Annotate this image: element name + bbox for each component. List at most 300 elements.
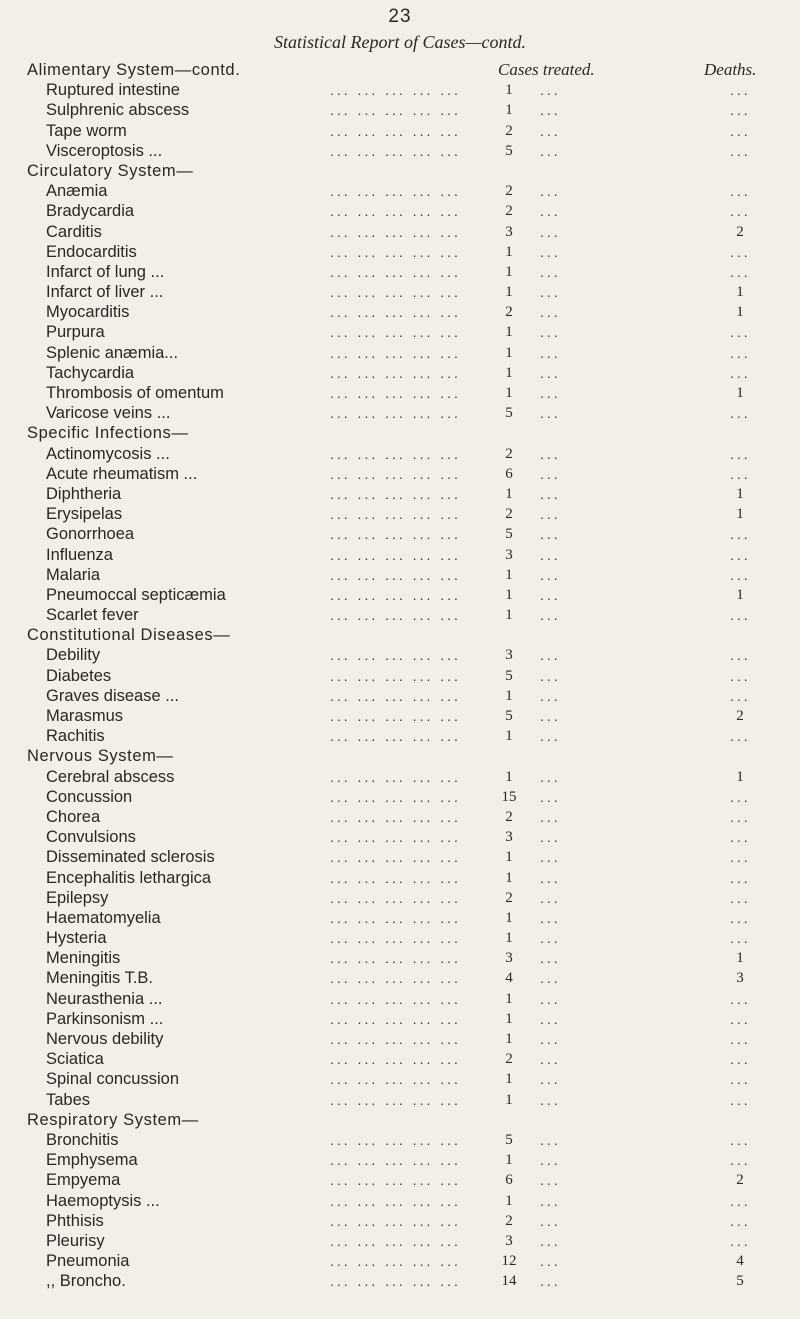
deaths-value: 1	[736, 506, 744, 523]
cases-treated-value: 1	[505, 263, 513, 280]
table-row	[0, 444, 800, 464]
condition-label: Pleurisy	[46, 1231, 105, 1250]
table-row	[0, 767, 800, 787]
cases-treated-value: 1	[505, 82, 513, 99]
leader-dots: ...	[730, 465, 751, 482]
leader-dots: ...	[540, 808, 561, 825]
statistics-table	[0, 60, 800, 1291]
section-heading: Circulatory System—	[27, 161, 194, 180]
condition-label: Purpura	[46, 323, 105, 342]
leader-dots: ...	[540, 566, 561, 583]
condition-label: Rachitis	[46, 727, 105, 746]
condition-label: Infarct of liver ...	[46, 283, 164, 302]
leader-dots: ...	[730, 808, 751, 825]
leader-dots: ...	[730, 607, 751, 624]
table-row	[0, 1069, 800, 1089]
table-row	[0, 928, 800, 948]
condition-label: Phthisis	[46, 1211, 104, 1230]
cases-treated-value: 6	[505, 1172, 513, 1189]
cases-treated-value: 1	[505, 385, 513, 401]
cases-treated-value: 5	[505, 667, 513, 684]
deaths-value: 1	[736, 950, 744, 967]
leader-dots: ...	[730, 1031, 751, 1047]
section-heading: Constitutional Diseases—	[27, 626, 231, 645]
leader-dots: ... ... ... ... ...	[330, 344, 461, 361]
deaths-value: 3	[736, 970, 744, 987]
section-heading: Nervous System—	[27, 747, 174, 766]
leader-dots: ... ... ... ... ...	[330, 243, 461, 260]
condition-label: Sciatica	[46, 1050, 104, 1069]
leader-dots: ...	[730, 647, 751, 664]
condition-label: Diphtheria	[46, 484, 122, 503]
leader-dots: ...	[540, 728, 561, 745]
leader-dots: ... ... ... ... ...	[330, 566, 461, 583]
leader-dots: ...	[730, 364, 751, 381]
leader-dots: ...	[540, 284, 561, 301]
leader-dots: ... ... ... ... ...	[330, 1091, 461, 1108]
cases-treated-value: 1	[505, 930, 513, 947]
cases-treated-value: 1	[505, 990, 513, 1007]
deaths-value: 1	[736, 284, 744, 301]
cases-treated-value: 1	[505, 1152, 513, 1169]
condition-label: Tabes	[46, 1090, 91, 1109]
table-row	[0, 504, 800, 524]
condition-label: Endocarditis	[46, 242, 137, 261]
table-row	[0, 1231, 800, 1251]
leader-dots: ...	[730, 889, 751, 906]
leader-dots: ... ... ... ... ...	[330, 889, 461, 906]
condition-label: Gonorrhoea	[46, 525, 135, 544]
condition-label: Meningitis	[46, 949, 121, 968]
leader-dots: ... ... ... ... ...	[330, 1031, 461, 1047]
leader-dots: ... ... ... ... ...	[330, 1253, 461, 1270]
leader-dots: ...	[540, 1273, 561, 1290]
leader-dots: ... ... ... ... ...	[330, 667, 461, 684]
condition-label: Parkinsonism ...	[46, 1009, 164, 1028]
leader-dots: ...	[730, 1131, 751, 1148]
condition-label: Visceroptosis ...	[46, 141, 163, 160]
cases-treated-value: 5	[505, 1131, 513, 1148]
cases-treated-value: 15	[501, 788, 517, 805]
leader-dots: ...	[540, 1253, 561, 1270]
leader-dots: ... ... ... ... ...	[330, 1051, 461, 1068]
cases-treated-value: 3	[505, 829, 513, 846]
condition-label: Epilepsy	[46, 888, 109, 907]
leader-dots: ... ... ... ... ...	[330, 304, 461, 321]
leader-dots: ...	[730, 667, 751, 684]
cases-treated-value: 1	[505, 284, 513, 301]
cases-treated-value: 1	[505, 364, 513, 381]
section-heading-row	[0, 1110, 800, 1130]
leader-dots: ...	[540, 930, 561, 947]
leader-dots: ...	[540, 869, 561, 886]
leader-dots: ...	[540, 607, 561, 624]
leader-dots: ... ... ... ... ...	[330, 102, 461, 119]
leader-dots: ...	[540, 385, 561, 401]
table-row	[0, 242, 800, 262]
cases-treated-value: 1	[505, 687, 513, 704]
table-row	[0, 686, 800, 706]
leader-dots: ... ... ... ... ...	[330, 708, 461, 724]
cases-treated-value: 2	[505, 183, 513, 200]
leader-dots: ...	[730, 142, 751, 159]
leader-dots: ... ... ... ... ...	[330, 909, 461, 926]
leader-dots: ... ... ... ... ...	[330, 607, 461, 624]
leader-dots: ... ... ... ... ...	[330, 808, 461, 825]
condition-label: Bronchitis	[46, 1130, 119, 1149]
condition-label: Infarct of lung ...	[46, 262, 165, 281]
condition-label: Pneumonia	[46, 1252, 130, 1271]
leader-dots: ...	[540, 970, 561, 987]
section-heading: Alimentary System—contd.	[27, 61, 241, 79]
table-row	[0, 908, 800, 928]
deaths-value: 4	[736, 1253, 744, 1270]
leader-dots: ...	[540, 1091, 561, 1108]
section-heading-row	[0, 161, 800, 181]
table-row	[0, 1170, 800, 1190]
section-heading-row	[0, 746, 800, 766]
table-row	[0, 1150, 800, 1170]
leader-dots: ...	[540, 1010, 561, 1027]
leader-dots: ...	[540, 687, 561, 704]
table-row	[0, 1191, 800, 1211]
leader-dots: ... ... ... ... ...	[330, 950, 461, 967]
leader-dots: ...	[730, 849, 751, 866]
leader-dots: ... ... ... ... ...	[330, 223, 461, 240]
leader-dots: ...	[540, 122, 561, 139]
leader-dots: ...	[540, 485, 561, 502]
leader-dots: ...	[540, 586, 561, 603]
leader-dots: ...	[540, 364, 561, 381]
condition-label: Empyema	[46, 1171, 121, 1190]
leader-dots: ... ... ... ... ...	[330, 526, 461, 543]
leader-dots: ...	[730, 1010, 751, 1027]
column-header-deaths: Deaths.	[704, 60, 757, 79]
cases-treated-value: 1	[505, 566, 513, 583]
table-row	[0, 141, 800, 161]
cases-treated-value: 3	[505, 546, 513, 563]
leader-dots: ...	[540, 1051, 561, 1068]
condition-label: Malaria	[46, 565, 101, 584]
leader-dots: ...	[540, 667, 561, 684]
leader-dots: ... ... ... ... ...	[330, 1273, 461, 1290]
leader-dots: ... ... ... ... ...	[330, 284, 461, 301]
leader-dots: ...	[540, 950, 561, 967]
cases-treated-value: 2	[505, 203, 513, 220]
leader-dots: ...	[540, 990, 561, 1007]
leader-dots: ... ... ... ... ...	[330, 930, 461, 947]
leader-dots: ...	[540, 1192, 561, 1209]
table-row	[0, 868, 800, 888]
table-row	[0, 524, 800, 544]
cases-treated-value: 2	[505, 506, 513, 523]
condition-label: Meningitis T.B.	[46, 969, 153, 988]
cases-treated-value: 3	[505, 950, 513, 967]
leader-dots: ... ... ... ... ...	[330, 1071, 461, 1088]
leader-dots: ...	[540, 324, 561, 341]
leader-dots: ... ... ... ... ...	[330, 586, 461, 603]
table-row	[0, 1009, 800, 1029]
leader-dots: ...	[540, 1131, 561, 1148]
cases-treated-value: 6	[505, 465, 513, 482]
leader-dots: ...	[540, 889, 561, 906]
deaths-value: 2	[736, 708, 744, 724]
cases-treated-value: 4	[505, 970, 513, 987]
leader-dots: ...	[540, 344, 561, 361]
condition-label: Neurasthenia ...	[46, 989, 163, 1008]
leader-dots: ...	[730, 203, 751, 220]
condition-label: Cerebral abscess	[46, 767, 175, 786]
section-heading-row	[0, 625, 800, 645]
table-row	[0, 585, 800, 605]
leader-dots: ...	[730, 82, 751, 99]
condition-label: Varicose veins ...	[46, 404, 171, 423]
deaths-value: 1	[736, 485, 744, 502]
table-row	[0, 80, 800, 100]
leader-dots: ... ... ... ... ...	[330, 1192, 461, 1209]
cases-treated-value: 3	[505, 1232, 513, 1249]
leader-dots: ...	[730, 445, 751, 462]
leader-dots: ...	[730, 102, 751, 119]
leader-dots: ...	[540, 304, 561, 321]
cases-treated-value: 2	[505, 1051, 513, 1068]
leader-dots: ...	[730, 930, 751, 947]
condition-label: Debility	[46, 646, 101, 665]
cases-treated-value: 1	[505, 1031, 513, 1047]
leader-dots: ...	[540, 465, 561, 482]
condition-label: Hysteria	[46, 929, 107, 948]
condition-label: Erysipelas	[46, 505, 123, 524]
table-row	[0, 888, 800, 908]
condition-label: Acute rheumatism ...	[46, 464, 198, 483]
table-row	[0, 1251, 800, 1271]
leader-dots: ...	[730, 1232, 751, 1249]
leader-dots: ... ... ... ... ...	[330, 142, 461, 159]
leader-dots: ...	[730, 1212, 751, 1229]
condition-label: Marasmus	[46, 707, 124, 725]
leader-dots: ...	[540, 849, 561, 866]
condition-label: Haemoptysis ...	[46, 1191, 160, 1210]
condition-label: Tachycardia	[46, 363, 135, 382]
cases-treated-value: 12	[501, 1253, 517, 1270]
leader-dots: ...	[730, 1192, 751, 1209]
leader-dots: ...	[730, 122, 751, 139]
cases-treated-value: 1	[505, 869, 513, 886]
cases-treated-value: 3	[505, 647, 513, 664]
leader-dots: ... ... ... ... ...	[330, 788, 461, 805]
leader-dots: ...	[730, 1091, 751, 1108]
leader-dots: ... ... ... ... ...	[330, 122, 461, 139]
cases-treated-value: 1	[505, 849, 513, 866]
cases-treated-value: 1	[505, 1192, 513, 1209]
cases-treated-value: 5	[505, 708, 513, 724]
leader-dots: ... ... ... ... ...	[330, 1152, 461, 1169]
deaths-value: 1	[736, 304, 744, 321]
cases-treated-value: 1	[505, 344, 513, 361]
table-row	[0, 262, 800, 282]
leader-dots: ...	[730, 1051, 751, 1068]
cases-treated-value: 1	[505, 586, 513, 603]
condition-label: Diabetes	[46, 666, 112, 685]
leader-dots: ...	[540, 829, 561, 846]
section-heading: Specific Infections—	[27, 424, 189, 443]
leader-dots: ...	[730, 728, 751, 745]
leader-dots: ... ... ... ... ...	[330, 1172, 461, 1189]
leader-dots: ...	[730, 990, 751, 1007]
table-row	[0, 948, 800, 968]
leader-dots: ...	[730, 1152, 751, 1169]
condition-label: Encephalitis lethargica	[46, 868, 212, 887]
leader-dots: ...	[540, 102, 561, 119]
condition-label: Anæmia	[46, 182, 108, 201]
leader-dots: ... ... ... ... ...	[330, 728, 461, 745]
table-row	[0, 1211, 800, 1231]
leader-dots: ... ... ... ... ...	[330, 183, 461, 200]
leader-dots: ...	[730, 526, 751, 543]
table-row	[0, 706, 800, 726]
condition-label: Actinomycosis ...	[46, 444, 170, 463]
leader-dots: ...	[540, 526, 561, 543]
leader-dots: ...	[730, 909, 751, 926]
cases-treated-value: 1	[505, 243, 513, 260]
cases-treated-value: 2	[505, 445, 513, 462]
leader-dots: ...	[540, 1071, 561, 1088]
leader-dots: ...	[540, 263, 561, 280]
leader-dots: ...	[540, 445, 561, 462]
condition-label: Graves disease ...	[46, 686, 179, 705]
leader-dots: ...	[540, 788, 561, 805]
cases-treated-value: 14	[501, 1273, 517, 1290]
table-row	[0, 968, 800, 988]
leader-dots: ...	[730, 829, 751, 846]
leader-dots: ... ... ... ... ...	[330, 1232, 461, 1249]
leader-dots: ... ... ... ... ...	[330, 768, 461, 785]
condition-label: Carditis	[46, 222, 102, 241]
leader-dots: ...	[540, 1031, 561, 1047]
deaths-value: 2	[736, 1172, 744, 1189]
condition-label: Myocarditis	[46, 303, 130, 322]
leader-dots: ...	[540, 183, 561, 200]
leader-dots: ... ... ... ... ...	[330, 546, 461, 563]
leader-dots: ... ... ... ... ...	[330, 263, 461, 280]
condition-label: Concussion	[46, 787, 133, 806]
leader-dots: ... ... ... ... ...	[330, 203, 461, 220]
deaths-value: 1	[736, 385, 744, 401]
table-row	[0, 343, 800, 363]
table-row	[0, 464, 800, 484]
deaths-value: 2	[736, 223, 744, 240]
condition-label: Tape worm	[46, 121, 127, 140]
table-row	[0, 121, 800, 141]
leader-dots: ... ... ... ... ...	[330, 445, 461, 462]
leader-dots: ... ... ... ... ...	[330, 849, 461, 866]
page-number: 23	[388, 6, 412, 27]
table-row	[0, 1090, 800, 1110]
leader-dots: ... ... ... ... ...	[330, 970, 461, 987]
leader-dots: ...	[730, 243, 751, 260]
leader-dots: ...	[540, 909, 561, 926]
leader-dots: ... ... ... ... ...	[330, 1010, 461, 1027]
table-row	[0, 565, 800, 585]
leader-dots: ...	[540, 223, 561, 240]
section-heading-row	[0, 60, 800, 80]
leader-dots: ...	[730, 183, 751, 200]
page-title: Statistical Report of Cases—contd.	[274, 32, 526, 52]
table-row	[0, 484, 800, 504]
cases-treated-value: 1	[505, 1010, 513, 1027]
condition-label: Sulphrenic abscess	[46, 101, 190, 120]
table-row	[0, 302, 800, 322]
cases-treated-value: 5	[505, 142, 513, 159]
leader-dots: ...	[730, 546, 751, 563]
leader-dots: ...	[730, 1071, 751, 1088]
table-row	[0, 645, 800, 665]
condition-label: Scarlet fever	[46, 606, 139, 625]
cases-treated-value: 1	[505, 728, 513, 745]
condition-label: Haematomyelia	[46, 908, 161, 927]
leader-dots: ...	[730, 344, 751, 361]
leader-dots: ...	[730, 324, 751, 341]
leader-dots: ... ... ... ... ...	[330, 485, 461, 502]
condition-label: Disseminated sclerosis	[46, 848, 215, 867]
leader-dots: ...	[540, 647, 561, 664]
cases-treated-value: 1	[505, 1091, 513, 1108]
leader-dots: ...	[540, 506, 561, 523]
deaths-value: 1	[736, 586, 744, 603]
leader-dots: ...	[730, 405, 751, 422]
table-row	[0, 807, 800, 827]
deaths-value: 5	[736, 1273, 744, 1290]
leader-dots: ... ... ... ... ...	[330, 869, 461, 886]
leader-dots: ...	[730, 263, 751, 280]
condition-label: Convulsions	[46, 828, 136, 847]
cases-treated-value: 1	[505, 607, 513, 624]
condition-label: Thrombosis of omentum	[46, 384, 224, 402]
table-row	[0, 282, 800, 302]
condition-label: Emphysema	[46, 1151, 138, 1170]
leader-dots: ...	[540, 203, 561, 220]
leader-dots: ... ... ... ... ...	[330, 1131, 461, 1148]
leader-dots: ...	[540, 243, 561, 260]
leader-dots: ...	[730, 788, 751, 805]
condition-label: Chorea	[46, 807, 101, 826]
table-row	[0, 545, 800, 565]
leader-dots: ... ... ... ... ...	[330, 385, 461, 401]
cases-treated-value: 5	[505, 405, 513, 422]
leader-dots: ...	[540, 1152, 561, 1169]
section-heading: Respiratory System—	[27, 1110, 199, 1129]
leader-dots: ...	[540, 708, 561, 724]
table-row	[0, 201, 800, 221]
cases-treated-value: 1	[505, 324, 513, 341]
condition-label: Ruptured intestine	[46, 81, 180, 100]
table-row	[0, 787, 800, 807]
table-row	[0, 181, 800, 201]
condition-label: Bradycardia	[46, 202, 135, 221]
leader-dots: ...	[540, 768, 561, 785]
leader-dots: ... ... ... ... ...	[330, 647, 461, 664]
table-row	[0, 403, 800, 423]
cases-treated-value: 1	[505, 909, 513, 926]
table-row	[0, 363, 800, 383]
condition-label: Pneumoccal septicæmia	[46, 585, 226, 604]
table-row	[0, 100, 800, 120]
cases-treated-value: 1	[505, 485, 513, 502]
leader-dots: ... ... ... ... ...	[330, 324, 461, 341]
column-header-cases: Cases treated.	[498, 60, 595, 79]
leader-dots: ... ... ... ... ...	[330, 990, 461, 1007]
leader-dots: ...	[540, 82, 561, 99]
